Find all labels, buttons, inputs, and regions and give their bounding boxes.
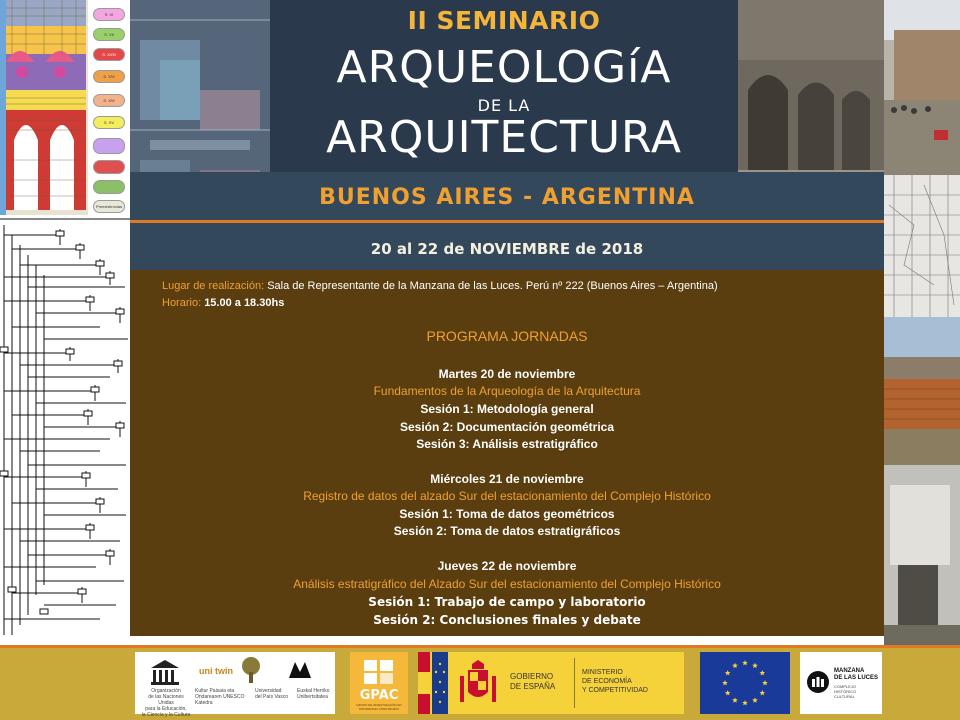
program-panel: [130, 270, 884, 636]
legend-column: [88, 0, 130, 215]
session-item: Sesión 2: Toma de datos estratigráficos: [393, 524, 621, 538]
legend-item: S. XV: [93, 116, 125, 129]
event-dates: 20 al 22 de NOVIEMBRE de 2018: [370, 240, 644, 258]
coat-of-arms-icon: [456, 658, 500, 708]
session-item: Sesión 2: Conclusiones finales y debate: [373, 613, 641, 627]
legend-item: [93, 180, 125, 194]
stone-wall-photo: [884, 465, 960, 645]
legend-item: [93, 138, 125, 154]
legend-item: [93, 160, 125, 174]
wall-sketch-photo: [884, 175, 960, 317]
matrix-lines: [0, 215, 130, 645]
gpac-logo: [350, 652, 408, 714]
legend-item: S. VII: [93, 28, 125, 41]
unesco-text: Organización de las Naciones Unidas para la Educación, la Ciencia y la Cultura: [141, 688, 191, 718]
schedule-value: 15.00 a 18.30hs: [204, 297, 285, 309]
day-topic: Registro de datos del alzado Sur del estacionamiento del Complejo Histórico: [303, 489, 711, 503]
courtyard-photo: [884, 0, 960, 175]
manzana-emblem-icon: [806, 670, 830, 694]
session-item: Sesión 1: Trabajo de campo y laboratorio: [368, 595, 646, 609]
upv-text: Universidad del País Vasco: [255, 688, 288, 700]
session-item: Sesión 2: Documentación geométrica: [399, 420, 615, 434]
legend-item: S. XVI: [93, 94, 125, 107]
title-archaeology: ARQUEOLOGíA: [336, 42, 672, 93]
gpac-wordmark: GPAC: [359, 688, 399, 703]
harris-matrix-diagram: [0, 215, 130, 645]
spain-flag-icon: [418, 652, 448, 714]
day-date: Martes 20 de noviembre: [438, 367, 576, 381]
day-date: Jueves 22 de noviembre: [437, 559, 577, 573]
ministerio-text: MINISTERIO DE ECONOMÍA Y COMPETITIVIDAD: [582, 669, 648, 694]
facade-drawing-panel: [0, 0, 130, 215]
title-architecture: ARQUITECTURA: [326, 112, 682, 163]
gpac-text: GRUPO DE INVESTIGACIÓN EN PATRIMONIO CONSTRUIDO: [356, 703, 402, 711]
manzana-de-las-luces-logo: [800, 652, 882, 714]
stratigraphic-facade-drawing: [0, 0, 88, 215]
unesco-unitwin-logo: [135, 652, 335, 718]
schedule-label: Horario:: [162, 297, 202, 309]
legend-item: S. XVIII: [93, 48, 125, 61]
footer-divider: [0, 645, 960, 648]
legend-item: S. XVI: [93, 70, 125, 83]
tree-icon: [239, 656, 263, 684]
gpac-puzzle-icon: [362, 656, 396, 686]
eu-flag-logo: [700, 652, 790, 714]
gobierno-text: GOBIERNO DE ESPAÑA: [510, 672, 556, 691]
venue-label: Lugar de realización:: [162, 280, 265, 292]
unitwin-text: Kultur Paisaia eta Ondarearen UNESCO Katedra: [195, 688, 245, 706]
legend-item: S. VI: [93, 8, 125, 21]
day-topic: Fundamentos de la Arqueología de la Arquitectura: [373, 384, 641, 398]
upv-ehu-icon: [287, 658, 313, 682]
ehu-text: Euskal Herriko Unibertsitatea: [297, 688, 330, 700]
program-heading: PROGRAMA JORNADAS: [426, 328, 588, 344]
legend-item: Preexistencias: [93, 200, 125, 213]
seminar-edition: II SEMINARIO: [407, 6, 601, 35]
photo-column: [884, 0, 960, 645]
session-item: Sesión 1: Metodología general: [420, 402, 594, 416]
venue-line: [162, 280, 718, 292]
unitwin-wordmark: uni twin: [199, 666, 233, 676]
logo-separator: [574, 658, 575, 708]
day-topic: Análisis estratigráfico del Alzado Sur del estacionamiento del Complejo Histórico: [293, 577, 721, 591]
divider: [130, 220, 960, 223]
brick-ruins-photo: [884, 317, 960, 465]
eu-stars-icon: [700, 652, 790, 714]
unesco-temple-icon: [149, 658, 181, 686]
manzana-text: MANZANA DE LAS LUCES: [834, 668, 879, 681]
event-location: BUENOS AIRES - ARGENTINA: [319, 185, 695, 210]
schedule-line: [162, 297, 284, 309]
venue-value: Sala de Representante de la Manzana de las Luces. Perú nº 222 (Buenos Aires – Argentina): [267, 280, 718, 292]
title-connector: DE LA: [477, 96, 531, 115]
day-date: Miércoles 21 de noviembre: [430, 472, 584, 486]
session-item: Sesión 1: Toma de datos geométricos: [399, 507, 615, 521]
session-item: Sesión 3: Análisis estratigráfico: [416, 437, 598, 451]
manzana-subtext: COMPLEJO HISTÓRICO CULTURAL: [834, 684, 857, 699]
gobierno-espana-logo: [418, 652, 684, 714]
